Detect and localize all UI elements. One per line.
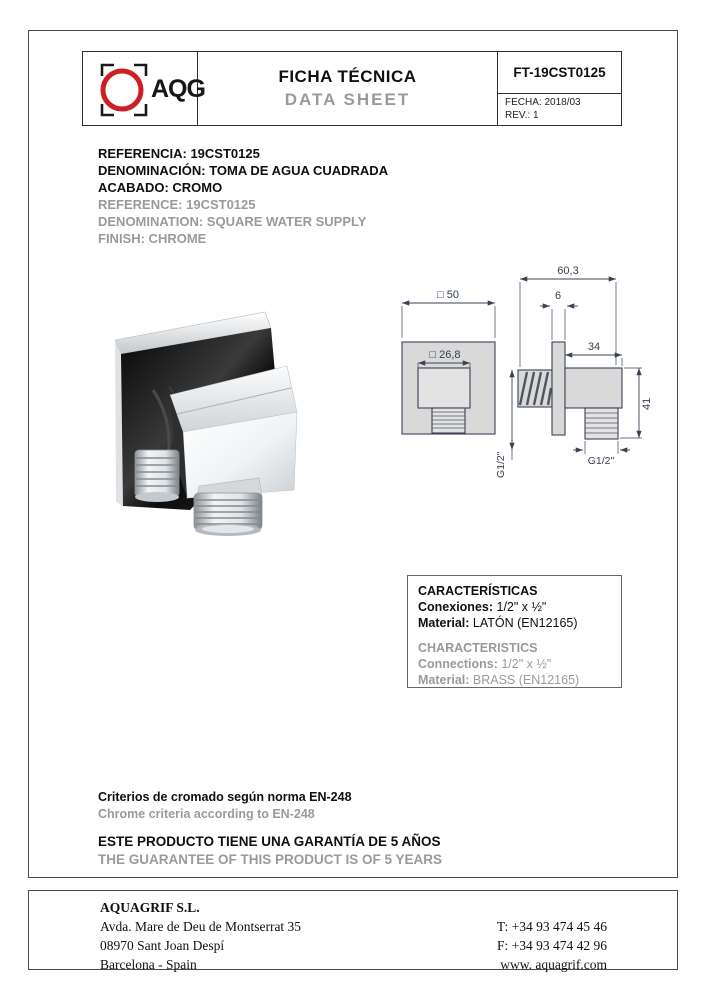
dim-label-depth: 34 — [587, 341, 601, 353]
footer — [28, 890, 678, 970]
denomination-en: DENOMINATION: SQUARE WATER SUPPLY — [98, 214, 367, 229]
aqg-logo-icon — [98, 60, 150, 118]
characteristics-box — [407, 575, 622, 688]
contact-block — [497, 917, 607, 974]
dim-label-body: □ 26,8 — [429, 349, 461, 361]
logo-cell — [83, 52, 205, 125]
reference-en: REFERENCE: 19CST0125 — [98, 197, 256, 212]
logo-wordmark: AQG — [151, 75, 205, 103]
chrome-criteria-note — [98, 789, 352, 823]
product-photo — [95, 300, 315, 550]
thread-label-front: G1/2" — [495, 451, 507, 478]
doc-title-en: DATA SHEET — [284, 90, 411, 109]
chrome-criteria-en: Chrome criteria according to EN-248 — [98, 807, 315, 821]
title-cell — [198, 52, 498, 125]
product-photo-shapes — [115, 312, 297, 536]
dim-label-width: 60,3 — [557, 265, 579, 277]
finish-en: FINISH: CHROME — [98, 231, 207, 246]
connections-line: Connections: 1/2" x ½" — [418, 657, 552, 671]
dim-label-flange: 6 — [554, 290, 562, 302]
address-line-3: Barcelona - Spain — [100, 957, 197, 972]
denominacion-es: DENOMINACIÓN: TOMA DE AGUA CUADRADA — [98, 163, 389, 178]
drawing-front-view — [402, 289, 512, 478]
address-line-1: Avda. Mare de Deu de Montserrat 35 — [100, 919, 302, 934]
dim-label-plate: □ 50 — [437, 289, 459, 301]
reference-block — [98, 145, 388, 247]
dim-label-height: 41 — [641, 397, 653, 410]
thread-label-side: G1/2" — [587, 455, 615, 467]
logo-red-ring — [103, 71, 141, 109]
header — [82, 51, 622, 126]
phone-number: T: +34 93 474 45 46 — [496, 919, 607, 934]
warranty-es: ESTE PRODUCTO TIENE UNA GARANTÍA DE 5 AÑOS — [98, 834, 441, 849]
address-line-2: 08970 Sant Joan Despí — [100, 938, 225, 953]
fax-number: F: +34 93 474 42 96 — [497, 938, 607, 953]
material-en-line: Material: BRASS (EN12165) — [418, 673, 580, 687]
characteristics-title-es: CARACTERÍSTICAS — [418, 584, 538, 598]
technical-drawing — [390, 250, 690, 485]
doc-meta — [498, 94, 621, 125]
website-url: www. aquagrif.com — [500, 957, 607, 972]
doc-title-es: FICHA TÉCNICA — [278, 67, 417, 86]
drawing-side-view — [518, 265, 653, 467]
warranty-note — [98, 833, 442, 869]
doc-date: FECHA: 2018/03 — [505, 97, 581, 108]
doc-revision: REV.: 1 — [505, 109, 539, 121]
chrome-criteria-es: Criterios de cromado según norma EN-248 — [98, 790, 352, 804]
material-es-line: Material: LATÓN (EN12165) — [418, 616, 578, 630]
code-cell — [498, 52, 621, 125]
referencia-es: REFERENCIA: 19CST0125 — [98, 146, 260, 161]
company-name: AQUAGRIF S.L. — [100, 900, 200, 915]
acabado-es: ACABADO: CROMO — [98, 180, 223, 195]
doc-code: FT-19CST0125 — [498, 52, 621, 94]
characteristics-title-en: CHARACTERISTICS — [418, 641, 538, 655]
warranty-en: THE GUARANTEE OF THIS PRODUCT IS OF 5 YEARS — [98, 852, 443, 867]
conexiones-line: Conexiones: 1/2" x ½" — [418, 600, 547, 614]
company-address-block — [100, 898, 301, 974]
